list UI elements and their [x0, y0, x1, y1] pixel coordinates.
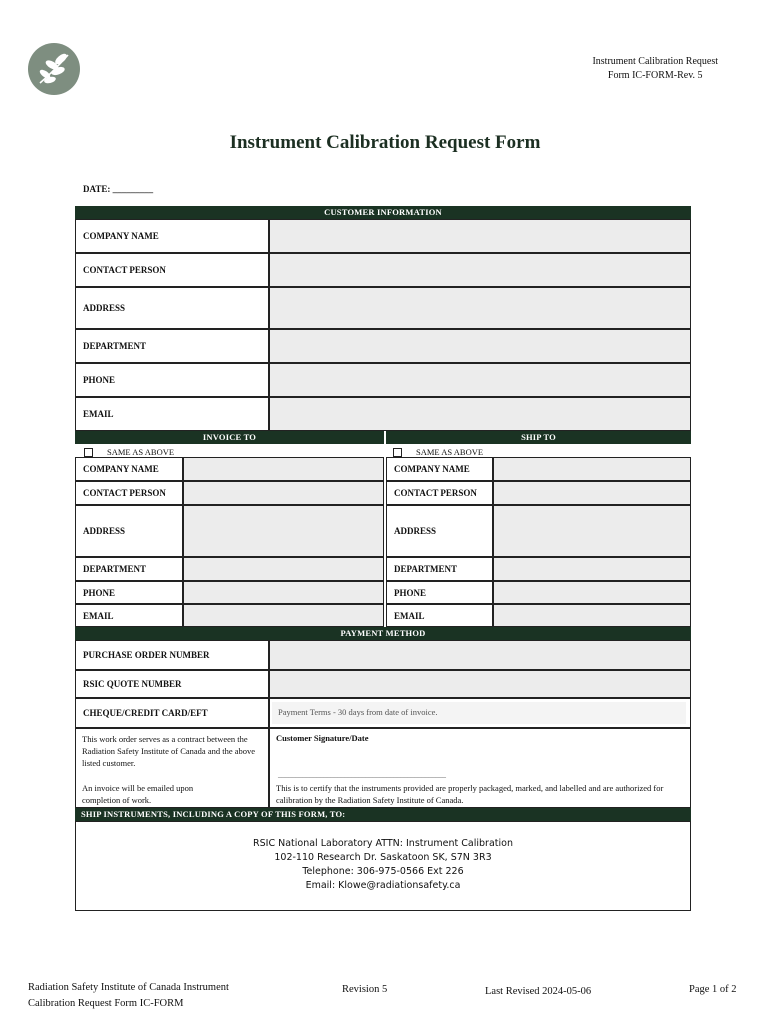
payment-terms-box[interactable]: [272, 702, 686, 724]
department-input[interactable]: [269, 329, 691, 363]
ship-phone-input[interactable]: [493, 581, 691, 604]
ship-contact-input[interactable]: [493, 481, 691, 505]
leaf-branch-icon: [28, 43, 80, 95]
label-contact-person: CONTACT PERSON: [75, 253, 269, 287]
ship-instructions-box: [75, 821, 691, 911]
invoice-phone-input[interactable]: [183, 581, 384, 604]
invoice-label-address: ADDRESS: [75, 505, 183, 557]
contract-text: This work order serves as a contract between the Radiation Safety Institute of Canada and the above listed customer.: [82, 734, 256, 768]
invoice-label-contact: CONTACT PERSON: [75, 481, 183, 505]
footer-last-revised: Last Revised 2024-05-06: [485, 986, 592, 997]
ship-telephone: Telephone: 306-975-0566 Ext 226: [302, 866, 464, 877]
payment-terms-cell: [269, 698, 691, 728]
label-department: DEPARTMENT: [75, 329, 269, 363]
logo: [28, 43, 80, 95]
ship-department-input[interactable]: [493, 557, 691, 581]
invoice-same-checkbox[interactable]: [84, 448, 93, 457]
payment-method-heading: PAYMENT METHOD: [75, 627, 691, 640]
invoice-label-email: EMAIL: [75, 604, 183, 627]
invoice-contact-input[interactable]: [183, 481, 384, 505]
footer-org-line1: Radiation Safety Institute of Canada Instrument: [28, 982, 229, 993]
label-company-name: COMPANY NAME: [75, 219, 269, 253]
address-input[interactable]: [269, 287, 691, 329]
label-phone: PHONE: [75, 363, 269, 397]
contract-cell: [75, 728, 269, 808]
signature-line[interactable]: ________________________________________________: [278, 771, 446, 779]
invoice-company-input[interactable]: [183, 457, 384, 481]
ship-address-line1: RSIC National Laboratory ATTN: Instrument Calibration: [253, 838, 513, 849]
ship-to-section: [386, 457, 691, 627]
customer-info-section: [75, 219, 691, 431]
page-title: Instrument Calibration Request Form: [229, 132, 541, 153]
invoice-same-label: SAME AS ABOVE: [107, 447, 175, 457]
ship-label-address: ADDRESS: [386, 505, 493, 557]
label-po-number: PURCHASE ORDER NUMBER: [75, 640, 269, 670]
ship-to-heading: SHIP TO: [386, 431, 691, 444]
footer-page-number: Page 1 of 2: [689, 984, 737, 995]
ship-instructions-heading: SHIP INSTRUMENTS, INCLUDING A COPY OF THIS FORM, TO:: [75, 808, 691, 821]
document-header: [592, 55, 718, 83]
ship-same-checkbox[interactable]: [393, 448, 402, 457]
invoice-to-heading: INVOICE TO: [75, 431, 384, 444]
invoice-email-input[interactable]: [183, 604, 384, 627]
invoice-email-note: An invoice will be emailed upon completion of work.: [82, 783, 194, 805]
label-address: ADDRESS: [75, 287, 269, 329]
ship-address-input[interactable]: [493, 505, 691, 557]
quote-number-input[interactable]: [269, 670, 691, 698]
invoice-address-input[interactable]: [183, 505, 384, 557]
ship-company-input[interactable]: [493, 457, 691, 481]
customer-info-heading: CUSTOMER INFORMATION: [75, 206, 691, 219]
ship-label-contact: CONTACT PERSON: [386, 481, 493, 505]
payment-terms-text: Payment Terms - 30 days from date of invoice.: [278, 707, 438, 717]
po-number-input[interactable]: [269, 640, 691, 670]
invoice-label-company: COMPANY NAME: [75, 457, 183, 481]
invoice-label-department: DEPARTMENT: [75, 557, 183, 581]
label-email: EMAIL: [75, 397, 269, 431]
signature-cell: [269, 728, 691, 808]
certification-text: This is to certify that the instruments provided are properly packaged, marked, and labelled and are authorized for calibration by the Radiation Safety Institute of Canada.: [276, 783, 664, 805]
footer-org-line2: Calibration Request Form IC-FORM: [28, 998, 184, 1009]
ship-label-department: DEPARTMENT: [386, 557, 493, 581]
invoice-to-section: [75, 457, 384, 627]
date-field[interactable]: DATE: _________: [83, 184, 154, 194]
invoice-department-input[interactable]: [183, 557, 384, 581]
ship-label-phone: PHONE: [386, 581, 493, 604]
doc-title-line: Instrument Calibration Request: [592, 56, 718, 67]
ship-email: Email: Klowe@radiationsafety.ca: [305, 880, 461, 891]
ship-email-input[interactable]: [493, 604, 691, 627]
contact-person-input[interactable]: [269, 253, 691, 287]
doc-form-number: Form IC-FORM-Rev. 5: [607, 70, 703, 81]
signature-label: Customer Signature/Date: [276, 733, 369, 743]
footer-revision: Revision 5: [342, 984, 388, 995]
company-name-input[interactable]: [269, 219, 691, 253]
label-quote-number: RSIC QUOTE NUMBER: [75, 670, 269, 698]
ship-same-label: SAME AS ABOVE: [416, 447, 484, 457]
email-input[interactable]: [269, 397, 691, 431]
ship-address-line2: 102-110 Research Dr. Saskatoon SK, S7N 3R3: [274, 852, 492, 863]
invoice-label-phone: PHONE: [75, 581, 183, 604]
footer-organization: [28, 980, 229, 1012]
label-cheque-card-eft: CHEQUE/CREDIT CARD/EFT: [75, 698, 269, 728]
ship-label-company: COMPANY NAME: [386, 457, 493, 481]
phone-input[interactable]: [269, 363, 691, 397]
ship-label-email: EMAIL: [386, 604, 493, 627]
